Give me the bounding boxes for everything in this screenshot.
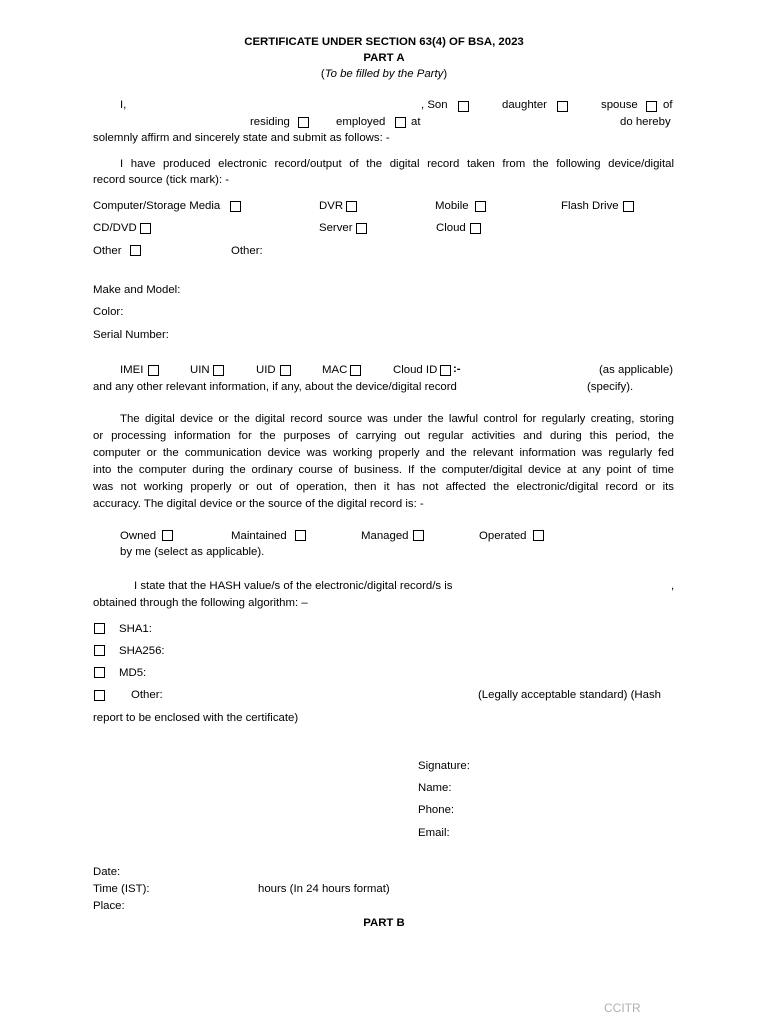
- other-hash-checkbox[interactable]: [94, 690, 105, 701]
- flash-drive-checkbox[interactable]: [623, 201, 634, 212]
- cloud-checkbox[interactable]: [470, 223, 481, 234]
- intro-daughter-label: daughter: [502, 99, 547, 111]
- sha256-label: SHA256:: [119, 645, 165, 657]
- intro-employed-label: employed: [336, 116, 386, 128]
- mac-label: MAC: [322, 364, 348, 376]
- email-label: Email:: [418, 827, 450, 839]
- managed-checkbox[interactable]: [413, 530, 424, 541]
- intro-residing-label: residing: [250, 116, 290, 128]
- other-device-checkbox[interactable]: [130, 245, 141, 256]
- serial-number-label: Serial Number:: [93, 329, 169, 341]
- uin-label: UIN: [190, 364, 210, 376]
- owned-label: Owned: [120, 530, 157, 542]
- operated-checkbox[interactable]: [533, 530, 544, 541]
- control-para-line-1: The digital device or the digital record source was under the lawful control for regularly creating, storing: [120, 413, 674, 425]
- sha1-label: SHA1:: [119, 623, 152, 635]
- time-label: Time (IST):: [93, 883, 150, 895]
- cloud-id-label: Cloud ID: [393, 364, 438, 376]
- control-para-line-2: or processing information for the purposes of carrying out regular activities and during this period, the: [93, 430, 674, 442]
- intro-of-label: of: [663, 99, 673, 111]
- hours-format-label: hours (In 24 hours format): [258, 883, 390, 895]
- other-hash-label: Other:: [131, 689, 163, 701]
- cloud-id-checkbox[interactable]: [440, 365, 451, 376]
- other-info-label: and any other relevant information, if any, about the device/digital record: [93, 381, 457, 393]
- uin-checkbox[interactable]: [213, 365, 224, 376]
- sha256-checkbox[interactable]: [94, 645, 105, 656]
- legal-standard-label: (Legally acceptable standard) (Hash: [478, 689, 661, 701]
- device-computer-label: Computer/Storage Media: [93, 200, 221, 212]
- maintained-label: Maintained: [231, 530, 287, 542]
- uid-checkbox[interactable]: [280, 365, 291, 376]
- hash-line-2: obtained through the following algorithm: –: [93, 597, 308, 609]
- mobile-checkbox[interactable]: [475, 201, 486, 212]
- control-para-line-6: accuracy. The digital device or the source of the digital record is: -: [93, 498, 424, 510]
- device-dvr-label: DVR: [319, 200, 344, 212]
- intro-affirm: solemnly affirm and sincerely state and submit as follows: -: [93, 132, 390, 144]
- device-other-field-label: Other:: [231, 245, 263, 257]
- device-mobile-label: Mobile: [435, 200, 469, 212]
- md5-checkbox[interactable]: [94, 667, 105, 678]
- document-title: CERTIFICATE UNDER SECTION 63(4) OF BSA, 2023: [244, 36, 524, 48]
- imei-checkbox[interactable]: [148, 365, 159, 376]
- control-para-line-4: into the computer during the ordinary course of business. If the computer/digital device at any point of time: [93, 464, 674, 476]
- device-cddvd-label: CD/DVD: [93, 222, 137, 234]
- intro-son-label: , Son: [421, 99, 448, 111]
- device-para-line-2: record source (tick mark): -: [93, 174, 230, 186]
- phone-label: Phone:: [418, 804, 455, 816]
- device-server-label: Server: [319, 222, 353, 234]
- operated-label: Operated: [479, 530, 527, 542]
- intro-do-hereby: do hereby: [620, 116, 671, 128]
- imei-label: IMEI: [120, 364, 144, 376]
- date-label: Date:: [93, 866, 121, 878]
- cloud-id-suffix: :-: [453, 363, 461, 375]
- spouse-checkbox[interactable]: [646, 101, 657, 112]
- make-model-label: Make and Model:: [93, 284, 181, 296]
- as-applicable-label: (as applicable): [599, 364, 674, 376]
- hash-line-1: I state that the HASH value/s of the electronic/digital record/s is: [134, 580, 453, 592]
- uid-label: UID: [256, 364, 276, 376]
- intro-at-label: at: [411, 116, 421, 128]
- dvr-checkbox[interactable]: [346, 201, 357, 212]
- name-label: Name:: [418, 782, 452, 794]
- watermark: CCITR: [604, 1001, 641, 1015]
- subtitle: (To be filled by the Party): [320, 68, 448, 80]
- maintained-checkbox[interactable]: [295, 530, 306, 541]
- device-cloud-label: Cloud: [436, 222, 466, 234]
- device-para-line-1: I have produced electronic record/output of the digital record taken from the following device/digital: [120, 158, 674, 170]
- device-flash-label: Flash Drive: [561, 200, 619, 212]
- md5-label: MD5:: [119, 667, 147, 679]
- part-b-heading: PART B: [363, 917, 405, 929]
- mac-checkbox[interactable]: [350, 365, 361, 376]
- cddvd-checkbox[interactable]: [140, 223, 151, 234]
- control-para-line-5: was not working properly or out of operation, then it has not affected the electronic/digital record or its: [93, 481, 674, 493]
- hash-comma: ,: [671, 580, 675, 592]
- server-checkbox[interactable]: [356, 223, 367, 234]
- intro-spouse-label: spouse: [601, 99, 638, 111]
- intro-i: I,: [120, 99, 127, 111]
- managed-label: Managed: [361, 530, 409, 542]
- place-label: Place:: [93, 900, 125, 912]
- specify-label: (specify).: [587, 381, 634, 393]
- device-other-label: Other: [93, 245, 122, 257]
- control-para-line-3: computer or the communication device was working properly and the relevant information was regularly fed: [93, 447, 674, 459]
- by-me-label: by me (select as applicable).: [120, 546, 265, 558]
- residing-checkbox[interactable]: [298, 117, 309, 128]
- sha1-checkbox[interactable]: [94, 623, 105, 634]
- computer-checkbox[interactable]: [230, 201, 241, 212]
- employed-checkbox[interactable]: [395, 117, 406, 128]
- signature-label: Signature:: [418, 760, 470, 772]
- hash-report-label: report to be enclosed with the certificate): [93, 712, 299, 724]
- color-label: Color:: [93, 306, 124, 318]
- part-a-heading: PART A: [363, 52, 405, 64]
- son-checkbox[interactable]: [458, 101, 469, 112]
- owned-checkbox[interactable]: [162, 530, 173, 541]
- daughter-checkbox[interactable]: [557, 101, 568, 112]
